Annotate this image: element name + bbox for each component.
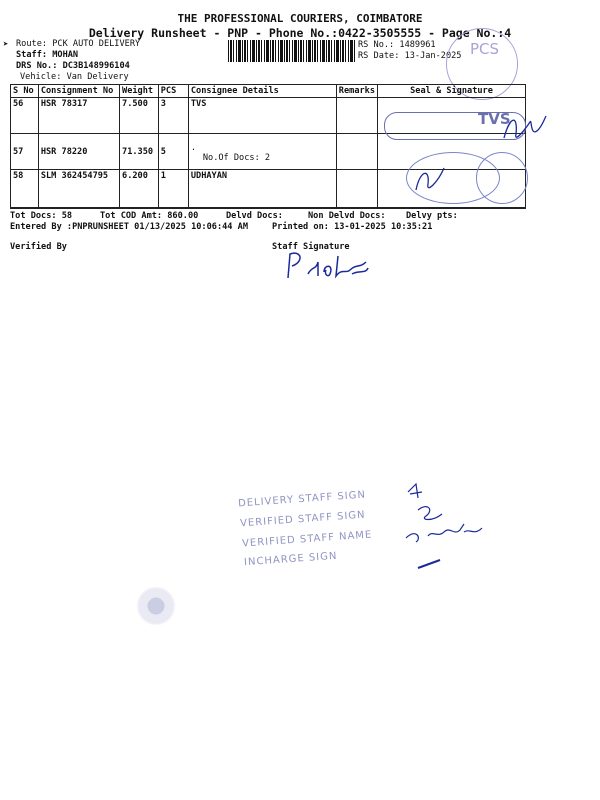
stamp-verified-staff-name: VERIFIED STAFF NAME <box>241 529 373 550</box>
col-sno: S No <box>11 85 39 98</box>
row-consignment: HSR 78220 <box>38 134 119 170</box>
seal-signature-scribble <box>410 160 450 200</box>
rs-date: RS Date: 13-Jan-2025 <box>358 51 462 61</box>
row-remarks <box>336 170 377 208</box>
row-consignee-text: . <box>190 143 197 153</box>
verified-by-label: Verified By <box>10 242 67 252</box>
stamp-incharge-sign: INCHARGE SIGN <box>243 550 338 569</box>
staff-label: Staff: MOHAN <box>16 50 79 60</box>
entered-by: Entered By :PNPRUNSHEET 01/13/2025 10:06:44 AM <box>10 222 248 232</box>
row-weight: 6.200 <box>120 170 159 208</box>
col-seal: Seal & Signature <box>378 85 526 98</box>
faint-round-stamp <box>136 586 176 626</box>
row-remarks <box>336 98 377 134</box>
barcode <box>228 40 356 62</box>
col-weight: Weight <box>120 85 159 98</box>
row-consignee <box>188 134 336 170</box>
delivered-docs: Delvd Docs: <box>226 211 283 221</box>
row-pcs: 1 <box>158 170 188 208</box>
row-sno: 57 <box>11 134 39 170</box>
row-weight: 7.500 <box>120 98 159 134</box>
staff-signature-mark <box>282 248 374 284</box>
stamp-verified-staff-sign: VERIFIED STAFF SIGN <box>239 509 366 530</box>
row-consignee: UDHAYAN <box>188 170 336 208</box>
row-consignment: HSR 78317 <box>38 98 119 134</box>
row-pcs: 3 <box>158 98 188 134</box>
col-pcs: PCS <box>158 85 188 98</box>
col-consignment: Consignment No <box>38 85 119 98</box>
table-bottom-rule <box>10 208 526 209</box>
printed-on: Printed on: 13-01-2025 10:35:21 <box>272 222 433 232</box>
non-delivered-docs: Non Delvd Docs: <box>308 211 386 221</box>
pcs-stamp-text: PCS <box>470 40 500 58</box>
row-pcs: 5 <box>158 134 188 170</box>
route-label: Route: PCK AUTO DELIVERY <box>16 39 141 49</box>
stamp-delivery-staff-sign: DELIVERY STAFF SIGN <box>237 489 367 510</box>
row-remarks <box>336 134 377 170</box>
round-seal-stamp-right <box>476 152 528 204</box>
seal-signature <box>500 108 548 150</box>
table-header-row <box>11 85 526 98</box>
stamp-handwriting <box>398 480 494 572</box>
staff-signature-label: Staff Signature <box>272 242 350 252</box>
total-docs: Tot Docs: 58 <box>10 211 73 221</box>
tvs-stamp-text: TVS <box>478 110 511 128</box>
delivery-points: Delvy pts: <box>406 211 458 221</box>
col-consignee: Consignee Details <box>188 85 336 98</box>
col-remarks: Remarks <box>336 85 377 98</box>
rs-number: RS No.: 1489961 <box>358 40 436 50</box>
company-title: THE PROFESSIONAL COURIERS, COIMBATORE <box>177 12 423 25</box>
row-consignment: SLM 362454795 <box>38 170 119 208</box>
row-sno: 56 <box>11 98 39 134</box>
row-weight: 71.350 <box>120 134 159 170</box>
vehicle-label: Vehicle: Van Delivery <box>20 72 129 82</box>
corner-mark-icon: ➤ <box>3 40 9 50</box>
total-cod: Tot COD Amt: 860.00 <box>100 211 199 221</box>
row-docs-count: No.Of Docs: 2 <box>202 153 271 163</box>
row-sno: 58 <box>11 170 39 208</box>
runsheet-title: Delivery Runsheet - PNP - Phone No.:0422-3505555 - Page No.:4 <box>88 26 512 40</box>
row-consignee: TVS <box>188 98 336 134</box>
drs-number: DRS No.: DC3B148996104 <box>16 61 130 71</box>
